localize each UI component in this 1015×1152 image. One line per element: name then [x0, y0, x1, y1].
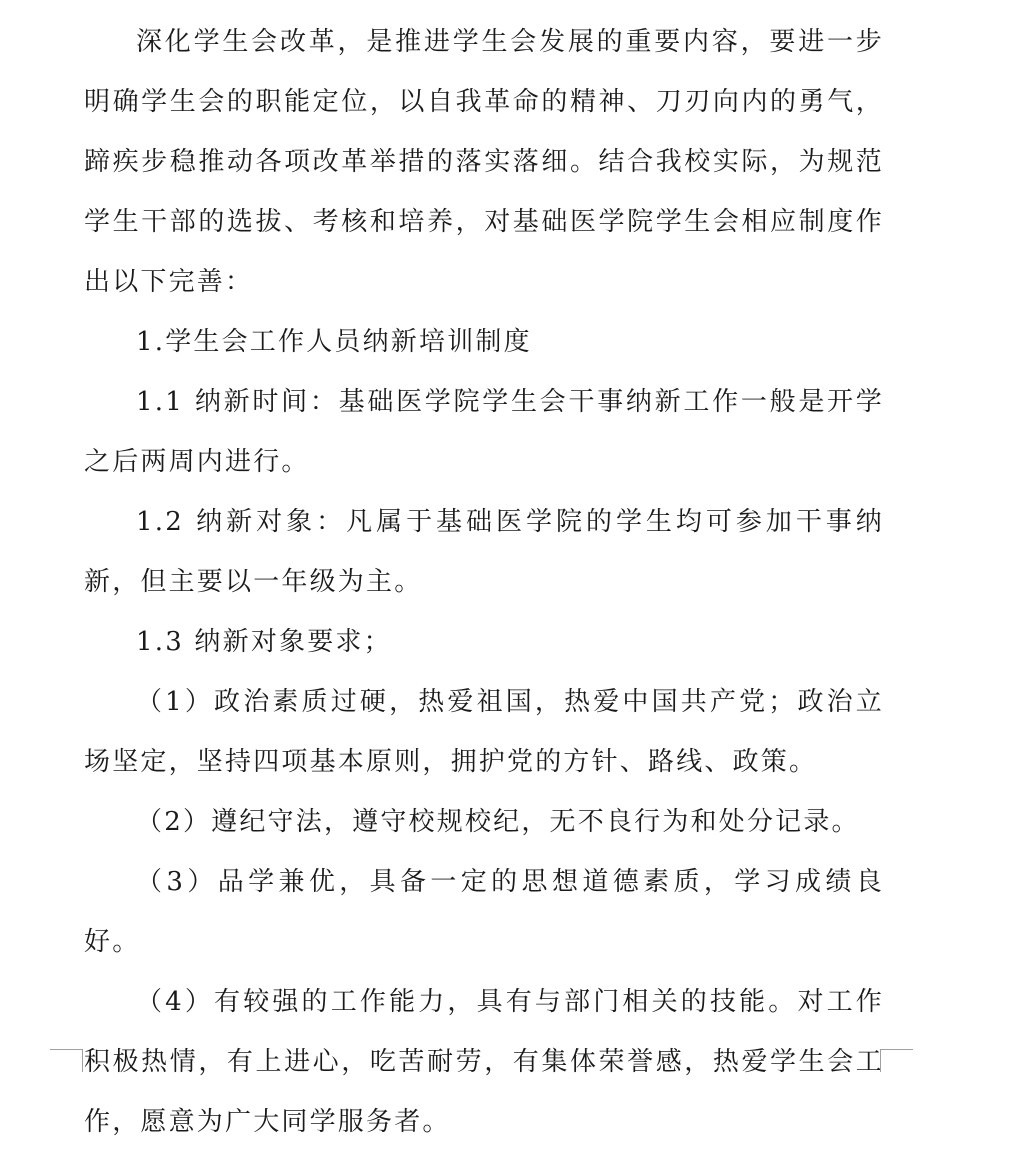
intro-paragraph: 深化学生会改革，是推进学生会发展的重要内容，要进一步明确学生会的职能定位，以自我革命的精神、刀刃向内的勇气，蹄疾步稳推动各项改革举措的落实落细。结合我校实际，为规范学生干部的选拔、考核和培养，对基础医学院学生会相应制度作出以下完善：: [84, 27, 884, 297]
document-body: [84, 12, 884, 1152]
requirement-1: （1）政治素质过硬，热爱祖国，热爱中国共产党；政治立场坚定，坚持四项基本原则，拥护党的方针、路线、政策。: [84, 687, 884, 777]
page-corner-mark-left: [50, 1049, 83, 1072]
page-corner-mark-right: [880, 1049, 913, 1072]
item-recruitment-time: 1.1 纳新时间：基础医学院学生会干事纳新工作一般是开学之后两周内进行。: [84, 387, 884, 477]
section-heading-recruitment-training: 1.学生会工作人员纳新培训制度: [136, 327, 532, 357]
item-recruitment-requirements: 1.3 纳新对象要求；: [136, 627, 392, 657]
requirement-2: （2）遵纪守法，遵守校规校纪，无不良行为和处分记录。: [136, 807, 860, 837]
item-recruitment-target: 1.2 纳新对象：凡属于基础医学院的学生均可参加干事纳新，但主要以一年级为主。: [84, 507, 884, 597]
requirement-4: （4）有较强的工作能力，具有与部门相关的技能。对工作积极热情，有上进心，吃苦耐劳，有集体荣誉感，热爱学生会工作，愿意为广大同学服务者。: [84, 987, 884, 1137]
requirement-3: （3）品学兼优，具备一定的思想道德素质，学习成绩良好。: [84, 867, 884, 957]
